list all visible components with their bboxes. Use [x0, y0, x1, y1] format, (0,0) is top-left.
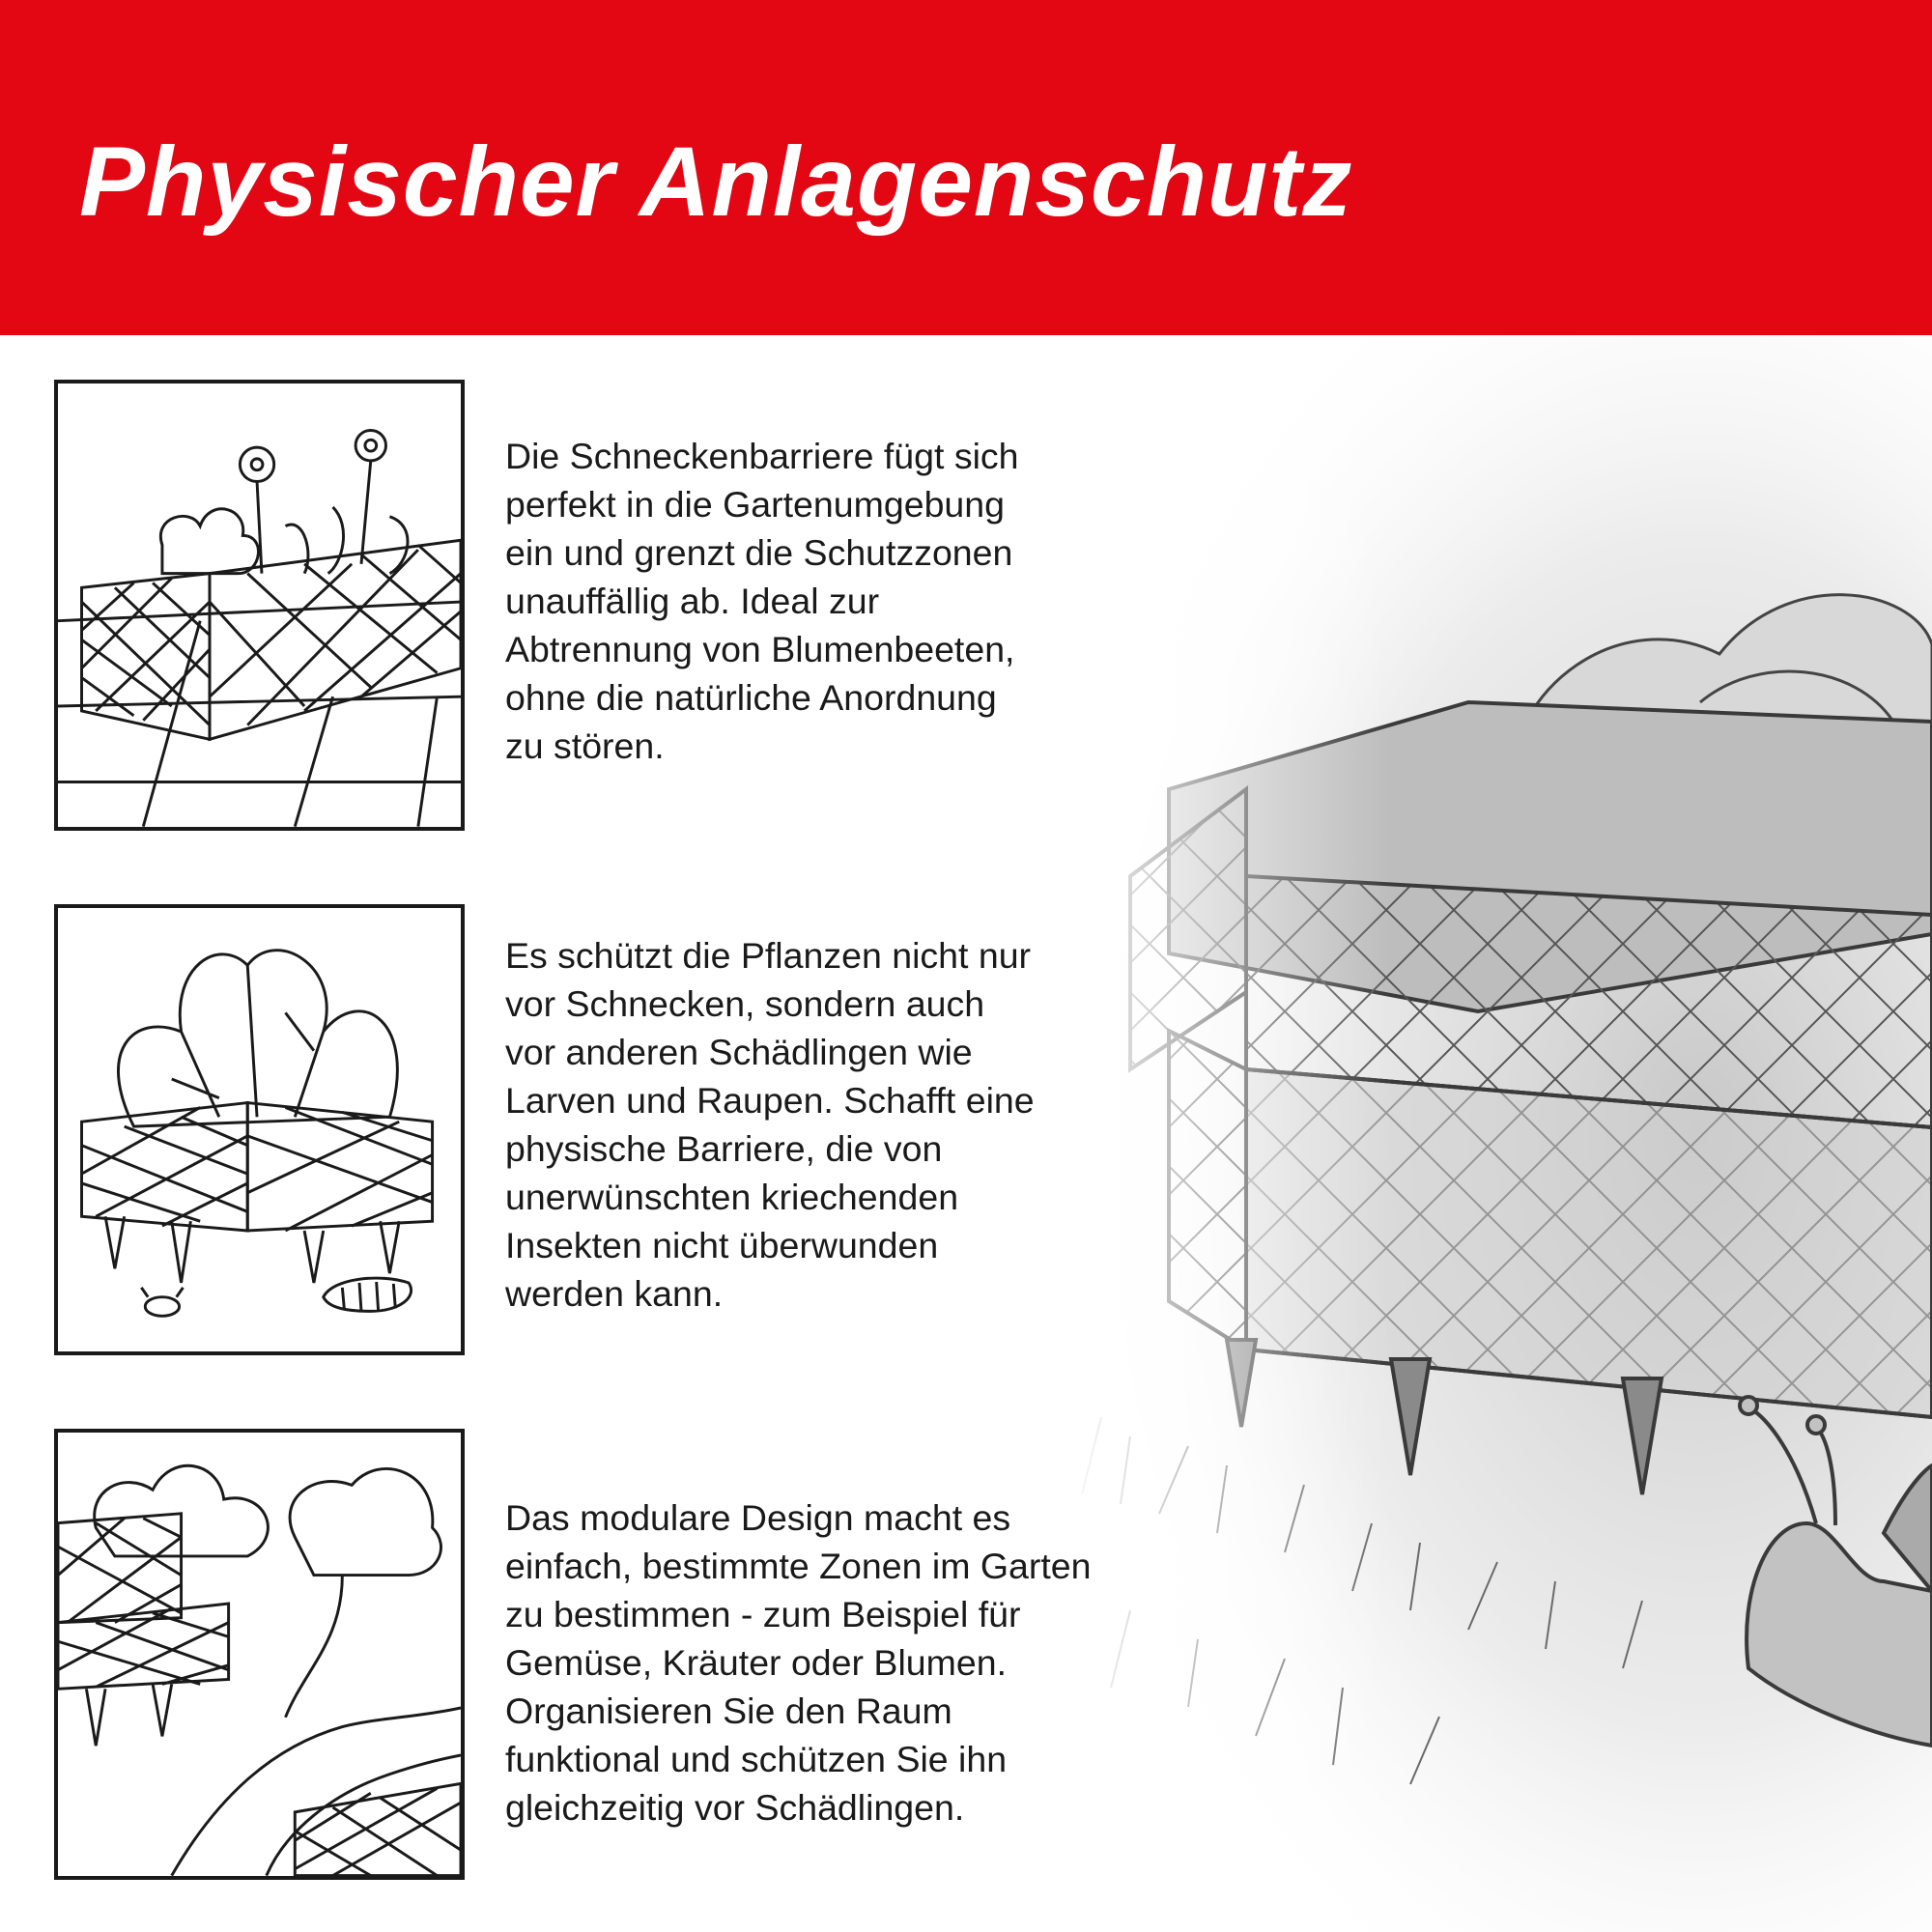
vegetable-bed-with-insects-icon — [54, 904, 465, 1355]
feature-text-1: Die Schneckenbarriere fügt sich perfekt in die Gartenumgebung ein und grenzt die Schutzzonen unauffällig ab. Ideal zur Abtrennung von Blumenbeeten, ohne die natürliche Anordnung zu stören. — [505, 436, 1019, 766]
header-banner — [0, 0, 1932, 335]
feature-text-2: Es schützt die Pflanzen nicht nur vor Schnecken, sondern auch vor anderen Schädlingen wie Larven und Raupen. Schafft eine physische Barriere, die von unerwünschten kriechenden Insekten nicht überwunden werden kann. — [505, 935, 1035, 1314]
raised-flower-bed-icon — [54, 380, 465, 831]
page-title: Physischer Anlagenschutz — [79, 127, 1353, 237]
garden-zones-icon — [54, 1429, 465, 1880]
feature-text-3: Das modulare Design macht es einfach, bestimmte Zonen im Garten zu bestimmen - zum Beispiel für Gemüse, Kräuter oder Blumen. Organisieren Sie den Raum funktional und schützen Sie ihn gleichzeitig vor Schädlingen. — [505, 1497, 1092, 1828]
